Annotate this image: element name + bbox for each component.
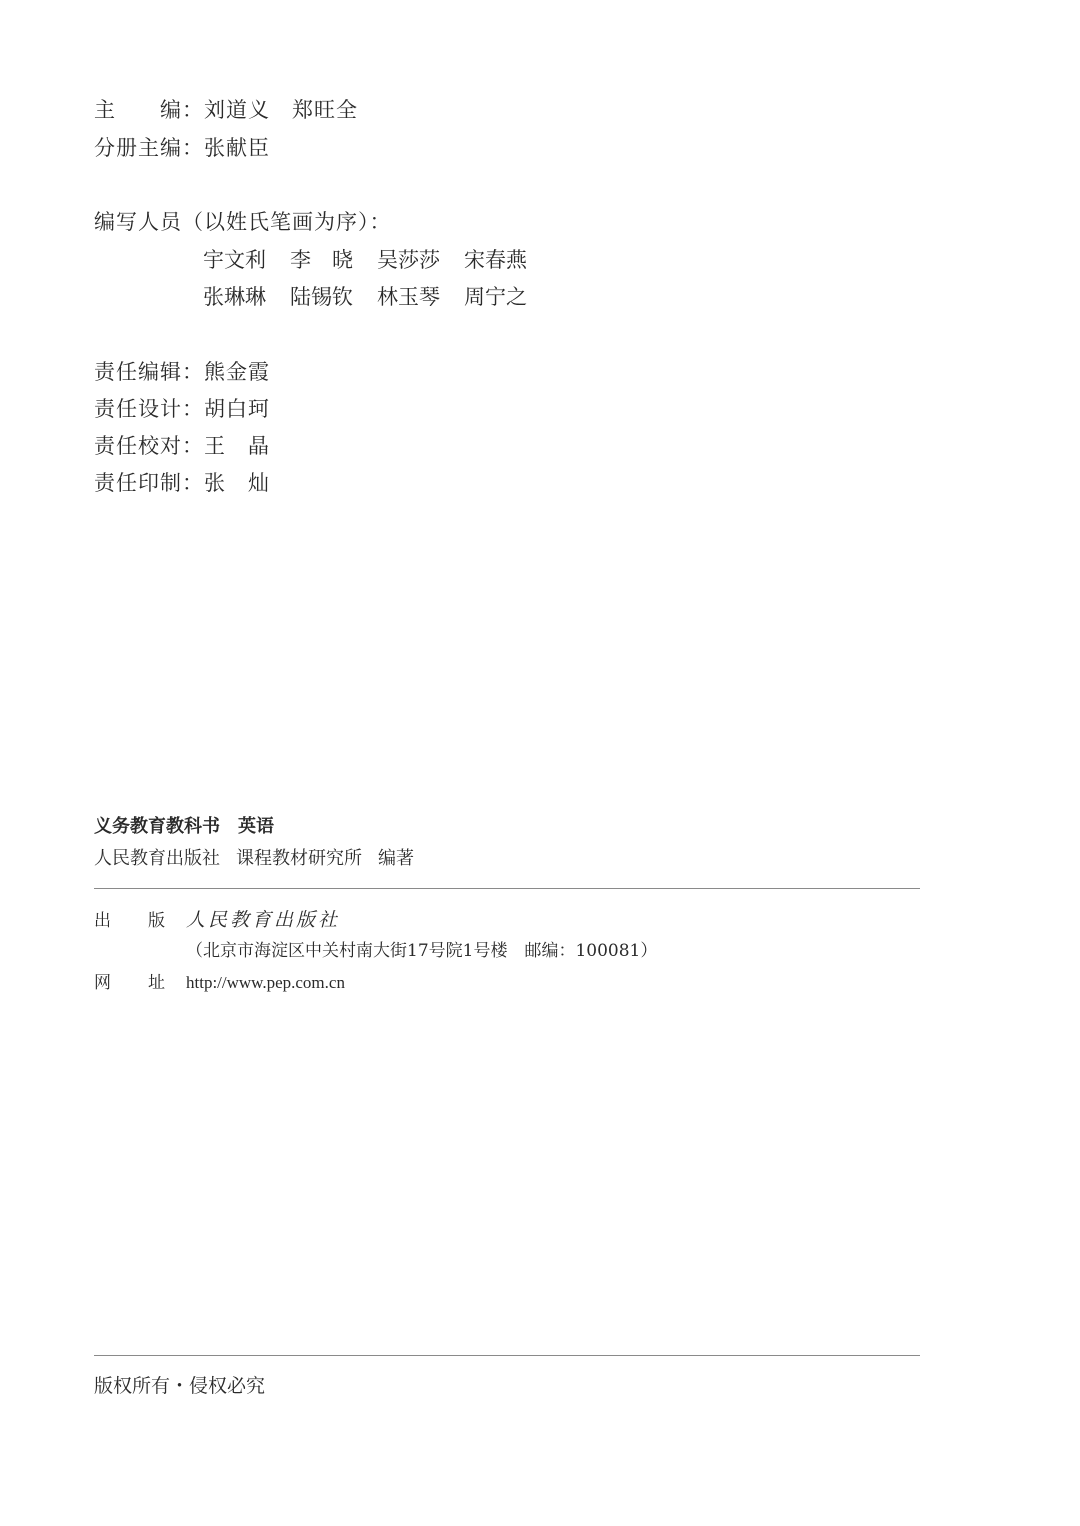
writer-name: 周宁之 <box>464 285 527 309</box>
writers-row-2 <box>203 283 551 311</box>
writer-name: 陆锡钦 <box>290 285 353 309</box>
writers-row-1 <box>203 246 551 274</box>
chief-editor-names: 刘道义 郑旺全 <box>204 98 358 122</box>
publisher-label-b: 版 <box>148 911 165 931</box>
responsible-proof-name: 王 晶 <box>204 434 270 458</box>
publisher-logo: 人民教育出版社 <box>186 909 341 931</box>
book-compiled: 编著 <box>378 848 414 869</box>
publisher-address: （北京市海淀区中关村南大街17号院1号楼 邮编：100081） <box>186 941 658 961</box>
website-label-a: 网 <box>94 973 111 993</box>
writer-name: 林玉琴 <box>377 285 440 309</box>
writers-label: 编写人员（以姓氏笔画为序）： <box>94 210 392 234</box>
copyright-notice: 版权所有・侵权必究 <box>94 1375 266 1397</box>
responsible-design-label: 责任设计： <box>94 397 204 421</box>
responsible-print-label: 责任印制： <box>94 471 204 495</box>
book-series: 义务教育教科书 <box>94 816 220 837</box>
responsible-proof-label: 责任校对： <box>94 434 204 458</box>
publisher-label <box>94 909 186 933</box>
book-title <box>94 814 274 840</box>
book-compilers <box>94 846 414 872</box>
writer-name: 吴莎莎 <box>377 248 440 272</box>
website-label <box>94 971 186 995</box>
website-row <box>94 971 345 995</box>
responsible-editor-label: 责任编辑： <box>94 360 204 384</box>
writer-name: 宋春燕 <box>464 248 527 272</box>
website-link[interactable]: http://www.pep.com.cn <box>186 973 345 992</box>
responsible-editor-line <box>94 358 270 386</box>
divider-bottom <box>94 1355 920 1356</box>
responsible-design-name: 胡白珂 <box>204 397 270 421</box>
writer-name: 张琳琳 <box>203 285 266 309</box>
volume-editor-name: 张献臣 <box>204 136 270 160</box>
writer-name: 宇文利 <box>203 248 266 272</box>
book-publisher: 人民教育出版社 <box>94 848 220 869</box>
divider-top <box>94 888 920 889</box>
responsible-design-line <box>94 395 270 423</box>
responsible-proof-line <box>94 432 270 460</box>
responsible-print-line <box>94 469 270 497</box>
writer-name: 李 晓 <box>290 248 353 272</box>
responsible-editor-name: 熊金霞 <box>204 360 270 384</box>
volume-editor-label: 分册主编： <box>94 136 204 160</box>
chief-editor-label: 主 编： <box>94 98 204 122</box>
chief-editor-line <box>94 96 358 124</box>
publisher-label-a: 出 <box>94 911 111 931</box>
publisher-row <box>94 908 340 933</box>
website-label-b: 址 <box>148 973 165 993</box>
book-institute: 课程教材研究所 <box>236 848 362 869</box>
book-subject: 英语 <box>238 816 274 837</box>
responsible-print-name: 张 灿 <box>204 471 270 495</box>
volume-editor-line <box>94 134 270 162</box>
